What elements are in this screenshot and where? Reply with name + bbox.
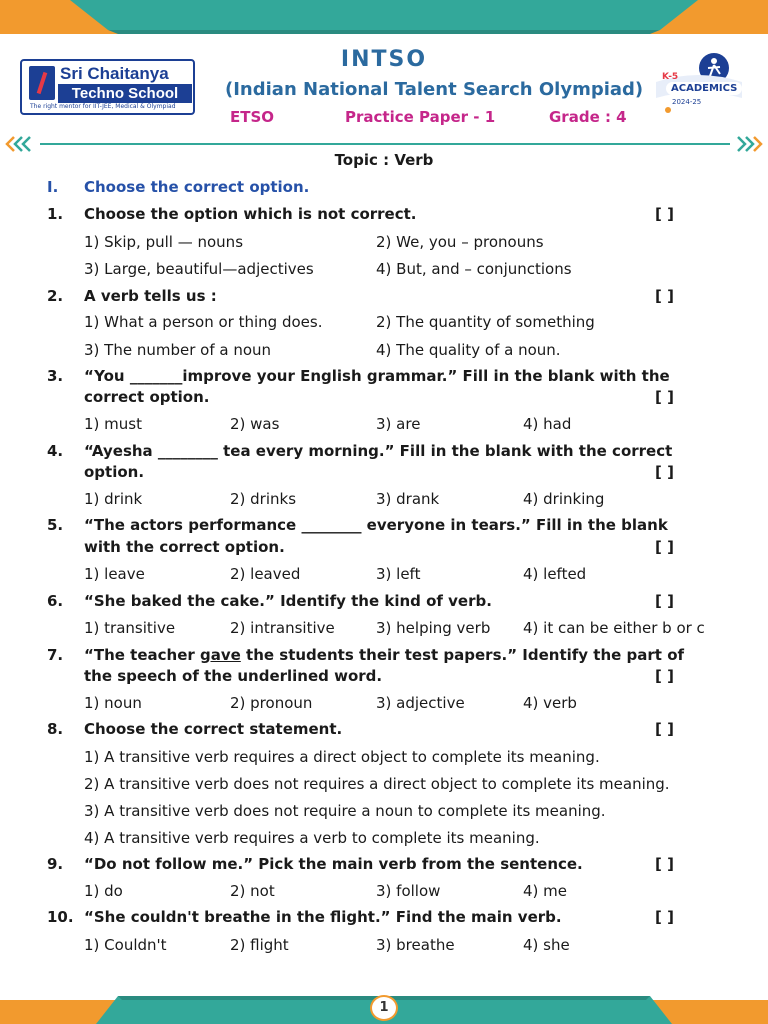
- logo-tagline: The right mentor for IIT-JEE, Medical & Olympiad: [30, 103, 176, 110]
- option: 4) lefted: [523, 565, 587, 583]
- question-text: [84, 646, 684, 664]
- question-number: 10.: [47, 908, 74, 926]
- top-banner: [0, 0, 768, 34]
- question-text: “She baked the cake.” Identify the kind of verb.: [84, 592, 492, 610]
- page-subtitle: (Indian National Talent Search Olympiad): [225, 79, 644, 100]
- option: 2) flight: [230, 936, 289, 954]
- badge-k5: K-5: [662, 72, 679, 82]
- question-text-cont: correct option.: [84, 388, 210, 406]
- section-number: I.: [47, 178, 59, 196]
- underlined-word: gave: [200, 646, 241, 664]
- option: 3) breathe: [376, 936, 455, 954]
- option: 3) drank: [376, 490, 440, 508]
- question-text: “The actors performance ________ everyone in tears.” Fill in the blank: [84, 516, 668, 534]
- option: 1) Skip, pull — nouns: [84, 233, 244, 251]
- question-number: 4.: [47, 442, 64, 460]
- option: 2) intransitive: [230, 619, 335, 637]
- answer-bracket: [ ]: [655, 463, 674, 481]
- option: 1) drink: [84, 490, 143, 508]
- option: 2) The quantity of something: [376, 313, 595, 331]
- option: 3) A transitive verb does not require a noun to complete its meaning.: [84, 802, 606, 820]
- answer-bracket: [ ]: [655, 592, 674, 610]
- option: 1) leave: [84, 565, 145, 583]
- option: 4) it can be either b or c: [523, 619, 705, 637]
- question-text: “She couldn't breathe in the flight.” Find the main verb.: [84, 908, 562, 926]
- answer-bracket: [ ]: [655, 855, 674, 873]
- header-divider: [40, 143, 730, 145]
- option: 2) drinks: [230, 490, 297, 508]
- option: 3) are: [376, 415, 421, 433]
- badge-year: 2024-25: [672, 98, 702, 106]
- option: 3) adjective: [376, 694, 465, 712]
- question-number: 9.: [47, 855, 64, 873]
- question-text: A verb tells us :: [84, 287, 217, 305]
- option: 1) do: [84, 882, 123, 900]
- answer-bracket: [ ]: [655, 205, 674, 223]
- option: 4) The quality of a noun.: [376, 341, 561, 359]
- section-title: Choose the correct option.: [84, 178, 310, 196]
- question-number: 5.: [47, 516, 64, 534]
- question-text: “You _______improve your English grammar.” Fill in the blank with the: [84, 367, 670, 385]
- option: 3) The number of a noun: [84, 341, 272, 359]
- option: 1) Couldn't: [84, 936, 167, 954]
- question-text-cont: the speech of the underlined word.: [84, 667, 383, 685]
- option: 2) leaved: [230, 565, 301, 583]
- logo-subname: Techno School: [58, 84, 192, 103]
- option: 2) pronoun: [230, 694, 313, 712]
- question-number: 2.: [47, 287, 64, 305]
- option: 4) verb: [523, 694, 577, 712]
- question-number: 1.: [47, 205, 64, 223]
- option: 2) was: [230, 415, 280, 433]
- question-text-cont: with the correct option.: [84, 538, 285, 556]
- option: 1) must: [84, 415, 142, 433]
- grade-label: Grade : 4: [549, 108, 627, 126]
- answer-bracket: [ ]: [655, 667, 674, 685]
- option: 4) me: [523, 882, 568, 900]
- answer-bracket: [ ]: [655, 388, 674, 406]
- option: 4) she: [523, 936, 570, 954]
- exam-name: ETSO: [230, 108, 275, 126]
- option: 3) Large, beautiful—adjectives: [84, 260, 314, 278]
- option: 4) had: [523, 415, 572, 433]
- logo-name: Sri Chaitanya: [60, 64, 169, 83]
- option: 2) not: [230, 882, 275, 900]
- option: 4) But, and – conjunctions: [376, 260, 572, 278]
- answer-bracket: [ ]: [655, 720, 674, 738]
- page-title: INTSO: [340, 47, 428, 72]
- question-text-cont: option.: [84, 463, 145, 481]
- question-number: 6.: [47, 592, 64, 610]
- option: 3) left: [376, 565, 421, 583]
- option: 4) A transitive verb requires a verb to complete its meaning.: [84, 829, 540, 847]
- option: 2) We, you – pronouns: [376, 233, 544, 251]
- question-number: 3.: [47, 367, 64, 385]
- option: 1) A transitive verb requires a direct object to complete its meaning.: [84, 748, 600, 766]
- topic-heading: Topic : Verb: [334, 151, 434, 169]
- page-number: 1: [379, 1000, 389, 1015]
- badge-academics: ACADEMICS: [666, 82, 742, 95]
- page-number-badge: [370, 995, 398, 1021]
- question-text: Choose the correct statement.: [84, 720, 343, 738]
- answer-bracket: [ ]: [655, 908, 674, 926]
- option: 2) A transitive verb does not requires a direct object to complete its meaning.: [84, 775, 670, 793]
- option: 3) helping verb: [376, 619, 491, 637]
- question-text-part: the students their test papers.” Identify the part of: [240, 646, 685, 664]
- paper-name: Practice Paper - 1: [345, 108, 496, 126]
- option: 3) follow: [376, 882, 441, 900]
- question-text: “Do not follow me.” Pick the main verb from the sentence.: [84, 855, 583, 873]
- question-text-part: “The teacher: [84, 646, 200, 664]
- question-text: Choose the option which is not correct.: [84, 205, 417, 223]
- question-text: “Ayesha ________ tea every morning.” Fill in the blank with the correct: [84, 442, 673, 460]
- option: 4) drinking: [523, 490, 605, 508]
- answer-bracket: [ ]: [655, 287, 674, 305]
- option: 1) transitive: [84, 619, 176, 637]
- question-number: 7.: [47, 646, 64, 664]
- option: 1) What a person or thing does.: [84, 313, 323, 331]
- question-number: 8.: [47, 720, 64, 738]
- answer-bracket: [ ]: [655, 538, 674, 556]
- option: 1) noun: [84, 694, 142, 712]
